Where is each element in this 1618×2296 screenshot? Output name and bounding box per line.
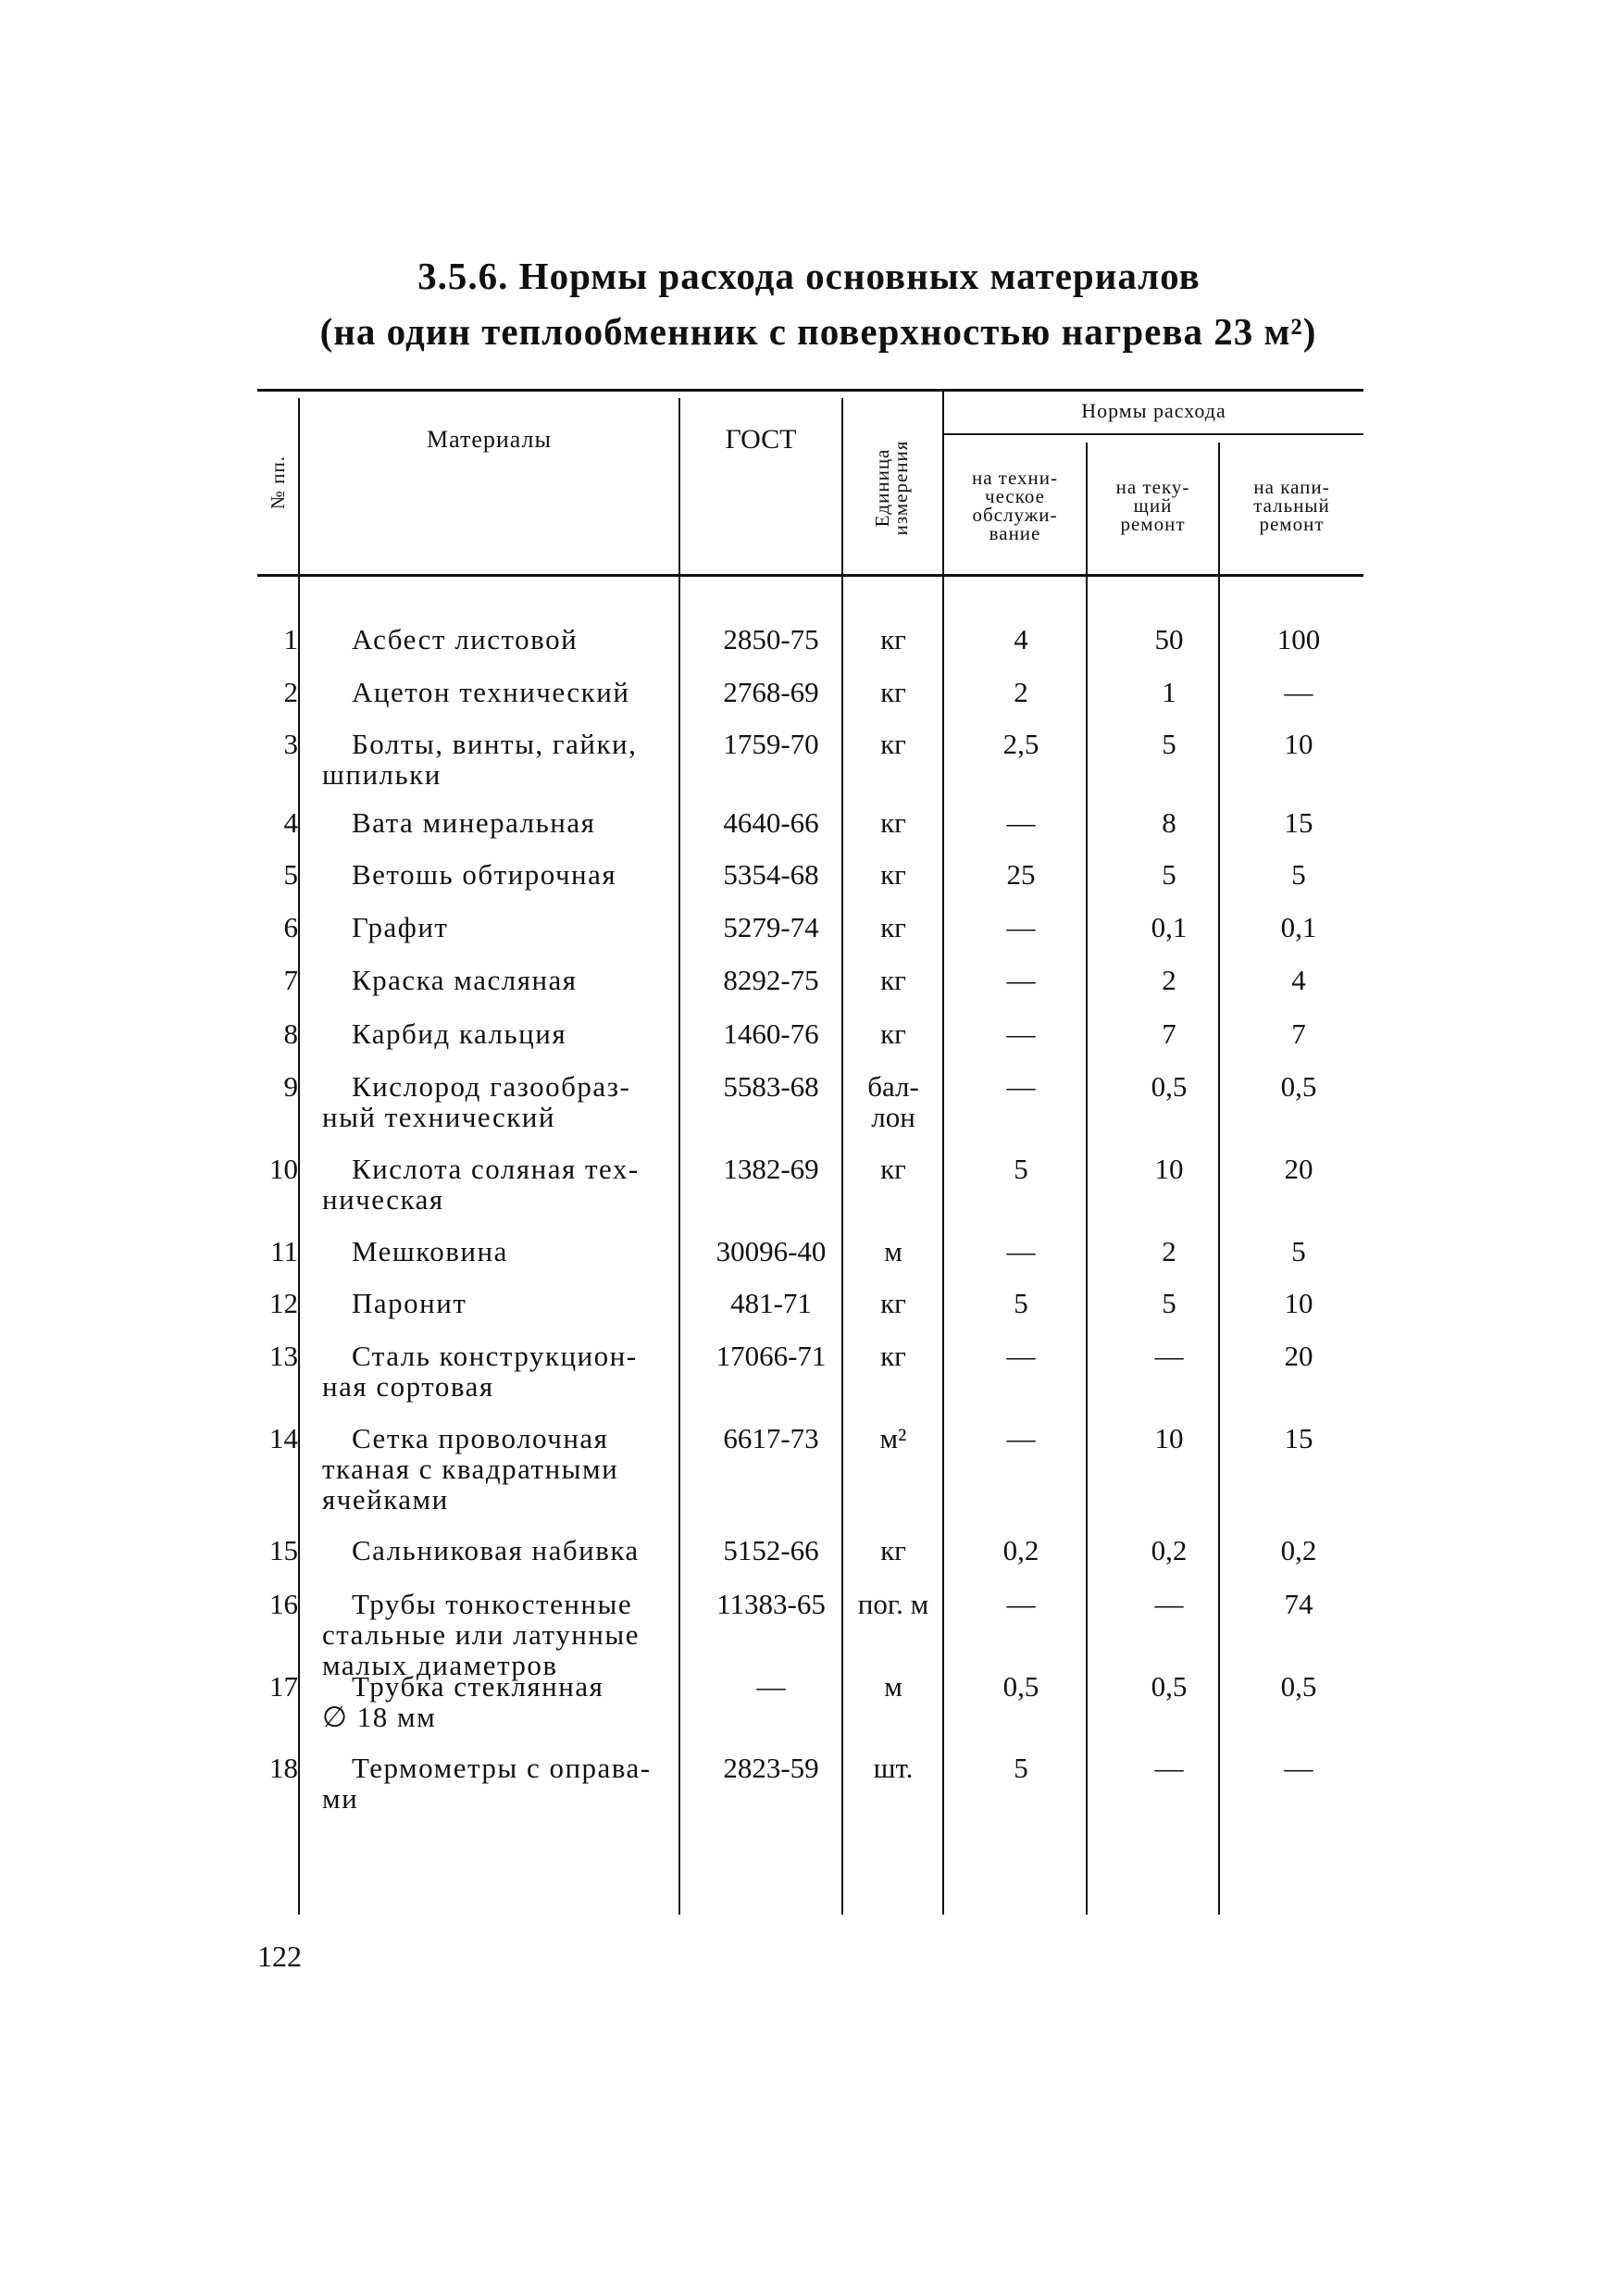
norms-subheader-rule xyxy=(944,433,1363,435)
row-norm-capital: 0,5 xyxy=(1280,1670,1317,1703)
material-line: ническая xyxy=(322,1183,444,1216)
header-norm-capital xyxy=(1220,450,1363,561)
header-materials: Материалы xyxy=(426,426,552,453)
header-maint-l1: на техни- xyxy=(972,467,1058,489)
row-number: 10 xyxy=(269,1153,298,1185)
material-line: Карбид кальция xyxy=(352,1017,567,1050)
row-norm-current: — xyxy=(1154,1752,1184,1784)
row-norm-maintenance: 5 xyxy=(1014,1752,1028,1784)
row-norm-current: 7 xyxy=(1162,1017,1176,1050)
row-number: 6 xyxy=(283,911,298,943)
material-line: Трубка стеклянная xyxy=(352,1670,604,1703)
header-capital-l1: на капи- xyxy=(1253,476,1330,498)
material-line: ми xyxy=(322,1782,359,1815)
header-gost: ГОСТ xyxy=(725,424,797,455)
row-number: 14 xyxy=(269,1422,298,1454)
page-number: 122 xyxy=(257,1940,302,1973)
row-norm-capital: 20 xyxy=(1284,1340,1313,1372)
material-line: Трубы тонкостенные xyxy=(352,1588,633,1620)
material-line: Мешковина xyxy=(352,1235,508,1267)
row-unit: м² xyxy=(879,1422,907,1454)
row-gost: 1382-69 xyxy=(723,1153,819,1185)
row-norm-capital: 5 xyxy=(1291,858,1306,891)
row-norm-current: 2 xyxy=(1162,1235,1176,1267)
header-capital-l2: тальный xyxy=(1253,494,1330,517)
material-line: Асбест листовой xyxy=(352,623,579,655)
row-gost: 2768-69 xyxy=(723,676,819,708)
material-line: ∅ 18 мм xyxy=(322,1701,437,1733)
row-norm-current: 5 xyxy=(1162,1287,1176,1319)
row-norm-maintenance: — xyxy=(1006,1070,1036,1103)
material-line: Графит xyxy=(352,911,449,943)
header-current-l2: щий xyxy=(1133,494,1173,517)
title-line-1: 3.5.6. Нормы расхода основных материалов xyxy=(417,255,1201,297)
row-norm-capital: 7 xyxy=(1291,1017,1306,1050)
row-norm-maintenance: 0,2 xyxy=(1002,1534,1039,1566)
row-gost: 8292-75 xyxy=(723,964,819,996)
material-line: ная сортовая xyxy=(322,1370,494,1403)
row-unit: кг xyxy=(880,1534,906,1566)
row-norm-maintenance: 0,5 xyxy=(1002,1670,1039,1703)
col-rule-4 xyxy=(942,389,944,1915)
row-gost: 11383-65 xyxy=(716,1588,826,1620)
row-norm-maintenance: — xyxy=(1006,911,1036,943)
material-line: ячейками xyxy=(322,1483,449,1516)
row-unit: кг xyxy=(880,1287,906,1319)
row-unit: кг xyxy=(880,964,906,996)
material-line: Термометры с оправа- xyxy=(352,1752,652,1784)
header-bottom-rule xyxy=(257,574,1363,577)
material-line: Болты, винты, гайки, xyxy=(352,728,638,760)
row-number: 4 xyxy=(283,806,298,839)
row-number: 5 xyxy=(283,858,298,891)
row-unit: бал- лон xyxy=(867,1070,919,1133)
row-norm-current: 10 xyxy=(1154,1153,1184,1185)
row-number: 16 xyxy=(269,1588,298,1620)
row-norm-capital: 10 xyxy=(1284,728,1313,760)
row-norm-capital: 5 xyxy=(1291,1235,1306,1267)
page-title xyxy=(0,248,1618,359)
material-line: ный технический xyxy=(322,1101,555,1133)
row-norm-maintenance: — xyxy=(1006,1340,1036,1372)
material-line: Кислота соляная тех- xyxy=(352,1153,640,1185)
row-number: 17 xyxy=(269,1670,298,1703)
row-number: 9 xyxy=(283,1070,298,1103)
row-norm-capital: 0,5 xyxy=(1280,1070,1317,1103)
row-unit: м xyxy=(884,1670,902,1703)
row-unit: кг xyxy=(880,676,906,708)
row-unit: кг xyxy=(880,623,906,655)
row-norm-current: 5 xyxy=(1162,858,1176,891)
row-unit: кг xyxy=(880,1017,906,1050)
row-number: 15 xyxy=(269,1534,298,1566)
row-number: 8 xyxy=(283,1017,298,1050)
row-norm-maintenance: 4 xyxy=(1014,623,1028,655)
row-gost: 5354-68 xyxy=(723,858,819,891)
material-line: Ацетон технический xyxy=(352,676,630,708)
row-norm-capital: — xyxy=(1284,676,1313,708)
row-norm-capital: 74 xyxy=(1284,1588,1313,1620)
material-line: шпильки xyxy=(322,758,442,791)
row-unit: шт. xyxy=(873,1752,914,1784)
row-norm-capital: 20 xyxy=(1284,1153,1313,1185)
row-norm-current: 2 xyxy=(1162,964,1176,996)
material-line: Ветошь обтирочная xyxy=(352,858,617,891)
row-number: 7 xyxy=(283,964,298,996)
header-unit xyxy=(868,418,915,557)
row-gost: 1460-76 xyxy=(723,1017,819,1050)
row-gost: 4640-66 xyxy=(723,806,819,839)
row-number: 13 xyxy=(269,1340,298,1372)
row-unit: кг xyxy=(880,1153,906,1185)
material-line: Паронит xyxy=(352,1287,467,1319)
row-norm-maintenance: 5 xyxy=(1014,1287,1028,1319)
row-norm-current: 0,2 xyxy=(1151,1534,1188,1566)
materials-table xyxy=(257,389,1363,1915)
material-line: Вата минеральная xyxy=(352,806,596,839)
row-gost: 17066-71 xyxy=(716,1340,827,1372)
row-gost: 2823-59 xyxy=(723,1752,819,1784)
row-gost: 30096-40 xyxy=(716,1235,827,1267)
material-line: Краска масляная xyxy=(352,964,578,996)
row-norm-maintenance: — xyxy=(1006,1588,1036,1620)
row-number: 18 xyxy=(269,1752,298,1784)
row-norm-maintenance: 2,5 xyxy=(1002,728,1039,760)
header-norm-current xyxy=(1088,450,1218,561)
header-capital-l3: ремонт xyxy=(1259,513,1325,535)
row-norm-maintenance: — xyxy=(1006,964,1036,996)
row-norm-maintenance: — xyxy=(1006,1422,1036,1454)
row-number: 2 xyxy=(283,676,298,708)
row-norm-current: — xyxy=(1154,1340,1184,1372)
row-norm-maintenance: 2 xyxy=(1014,676,1028,708)
row-unit: кг xyxy=(880,728,906,760)
row-gost: — xyxy=(756,1670,786,1703)
row-norm-capital: 15 xyxy=(1284,806,1313,839)
header-maint-l2: ческое xyxy=(985,485,1045,507)
col-rule-1 xyxy=(298,398,300,1915)
row-norm-capital: — xyxy=(1284,1752,1313,1784)
row-norm-maintenance: — xyxy=(1006,806,1036,839)
header-current-l1: на теку- xyxy=(1115,476,1190,498)
row-unit: пог. м xyxy=(857,1588,929,1620)
header-norm-maintenance xyxy=(944,450,1086,561)
row-unit: кг xyxy=(880,911,906,943)
row-norm-current: 10 xyxy=(1154,1422,1184,1454)
header-current-l3: ремонт xyxy=(1120,513,1186,535)
row-number: 11 xyxy=(270,1235,298,1267)
row-number: 1 xyxy=(283,623,298,655)
row-norm-maintenance: 5 xyxy=(1014,1153,1028,1185)
row-gost: 1759-70 xyxy=(723,728,819,760)
row-norm-current: 0,5 xyxy=(1151,1070,1188,1103)
material-line: Сталь конструкцион- xyxy=(352,1340,638,1372)
row-number: 12 xyxy=(269,1287,298,1319)
material-line: Сальниковая набивка xyxy=(352,1534,640,1566)
row-norm-current: 1 xyxy=(1162,676,1176,708)
material-line: Сетка проволочная xyxy=(352,1422,609,1454)
row-norm-current: 0,5 xyxy=(1151,1670,1188,1703)
header-maint-l3: обслужи- xyxy=(972,504,1058,526)
material-line: стальные или латунные xyxy=(322,1618,640,1651)
row-norm-capital: 100 xyxy=(1276,623,1321,655)
row-norm-current: — xyxy=(1154,1588,1184,1620)
row-norm-current: 0,1 xyxy=(1151,911,1188,943)
row-gost: 5583-68 xyxy=(723,1070,819,1103)
row-gost: 2850-75 xyxy=(723,623,819,655)
row-gost: 6617-73 xyxy=(723,1422,819,1454)
header-num: № пп. xyxy=(267,455,289,510)
row-gost: 481-71 xyxy=(730,1287,812,1319)
row-norm-maintenance: — xyxy=(1006,1017,1036,1050)
row-norm-capital: 10 xyxy=(1284,1287,1313,1319)
header-maint-l4: вание xyxy=(989,522,1041,544)
row-norm-capital: 4 xyxy=(1291,964,1306,996)
row-norm-current: 50 xyxy=(1154,623,1184,655)
material-line: Кислород газообраз- xyxy=(352,1070,631,1103)
material-line: тканая с квадратными xyxy=(322,1453,619,1485)
row-norm-capital: 0,2 xyxy=(1280,1534,1317,1566)
row-gost: 5279-74 xyxy=(723,911,819,943)
row-number: 3 xyxy=(283,728,298,760)
row-unit: кг xyxy=(880,1340,906,1372)
row-norm-current: 5 xyxy=(1162,728,1176,760)
row-norm-capital: 15 xyxy=(1284,1422,1313,1454)
row-gost: 5152-66 xyxy=(723,1534,819,1566)
material-line: малых диаметров xyxy=(322,1649,558,1681)
row-norm-current: 8 xyxy=(1162,806,1176,839)
row-unit: кг xyxy=(880,806,906,839)
title-line-2: (на один теплообменник с поверхностью нагрева 23 м²) xyxy=(319,310,1317,353)
row-norm-maintenance: — xyxy=(1006,1235,1036,1267)
header-unit-line1: Единица xyxy=(871,448,893,528)
row-unit: м xyxy=(884,1235,902,1267)
row-norm-capital: 0,1 xyxy=(1280,911,1317,943)
header-norms: Нормы расхода xyxy=(1081,399,1226,422)
row-unit: кг xyxy=(880,858,906,891)
row-norm-maintenance: 25 xyxy=(1006,858,1036,891)
header-unit-line2: измерения xyxy=(890,440,912,536)
